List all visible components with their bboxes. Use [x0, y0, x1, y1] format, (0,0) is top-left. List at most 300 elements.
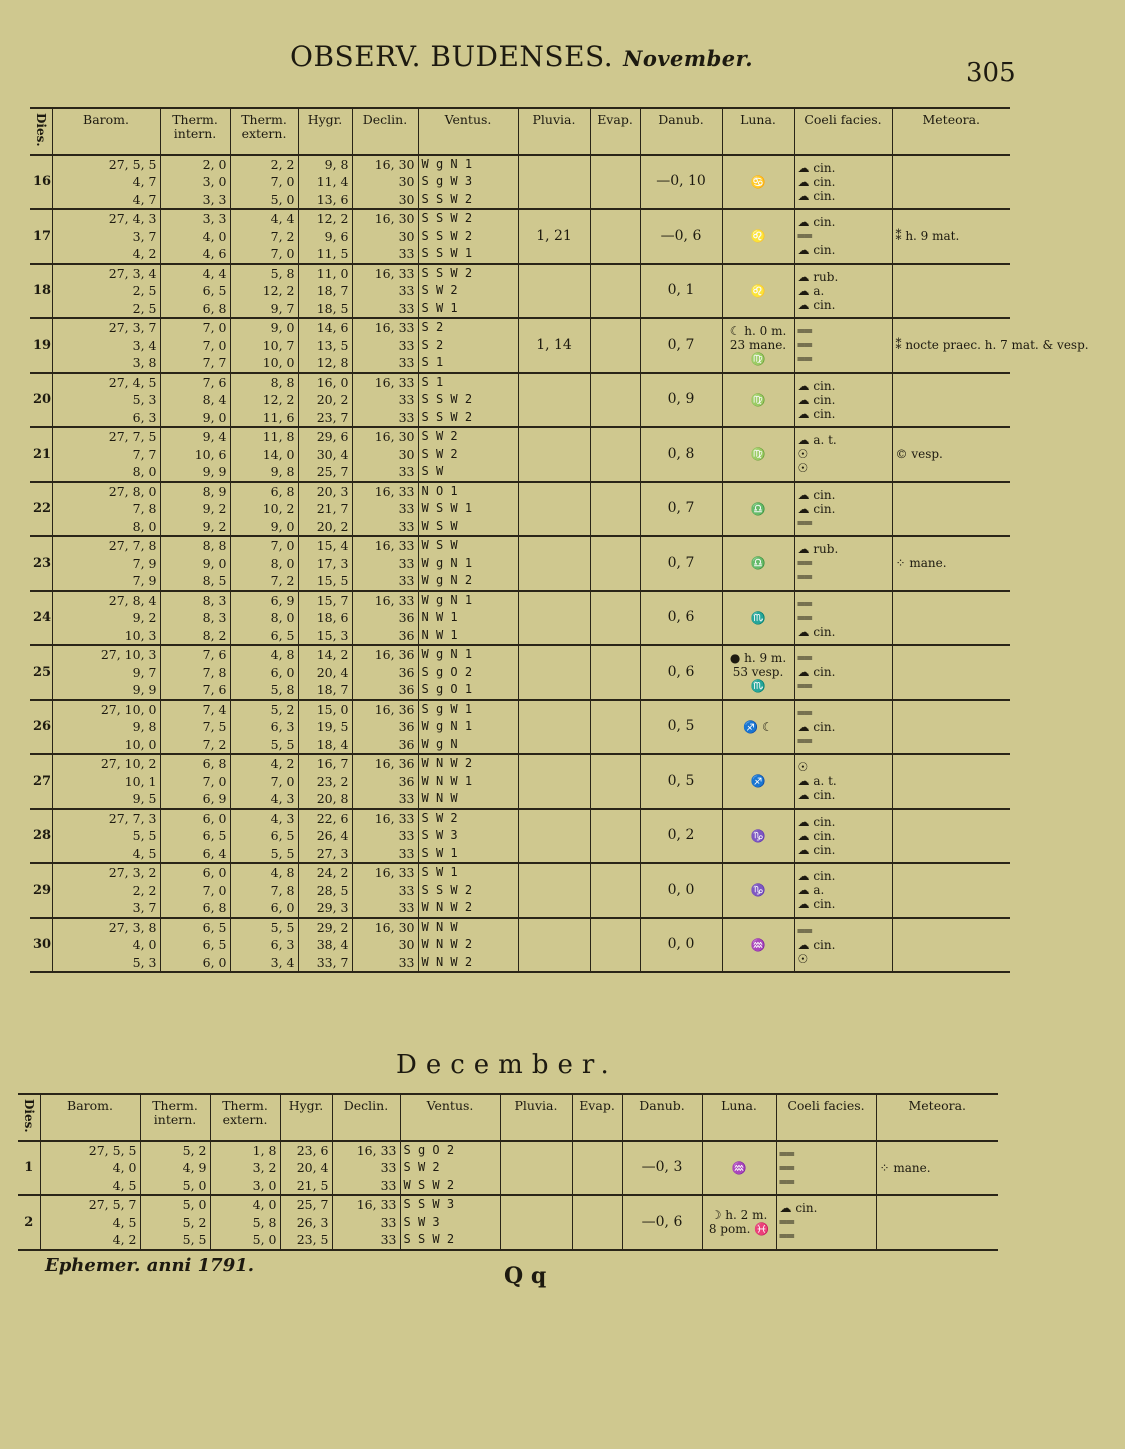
ventus-cell-values [404, 1142, 497, 1195]
declin-cell-values [336, 1196, 397, 1249]
therm-extern-cell-values [234, 537, 295, 590]
barom-cell [52, 373, 160, 428]
title-month: November. [623, 46, 754, 71]
column-header: Therm. intern. [160, 108, 230, 155]
declin-cell-value: 30 [398, 937, 415, 953]
hygr-cell-value: 14, 6 [316, 320, 349, 336]
barom-cell-values [56, 319, 157, 372]
luna-cell: ♍ [722, 427, 794, 482]
evap-cell [590, 264, 640, 319]
luna-cell: ♑ [722, 809, 794, 864]
coeli-cell-value: ☁ cin. [797, 487, 836, 502]
coeli-cell-value: ☁ cin. [797, 174, 836, 189]
declin-cell [352, 809, 418, 864]
therm-extern-cell-value: 6, 0 [270, 664, 295, 680]
coeli-cell-value: ══ [797, 338, 812, 353]
therm-extern-cell [210, 1195, 280, 1250]
hygr-cell [298, 700, 352, 755]
luna-cell: ♏ [722, 591, 794, 646]
declin-cell-values [356, 428, 415, 481]
declin-cell-values [336, 1142, 397, 1195]
barom-cell-values [56, 755, 157, 808]
ventus-cell-values [422, 265, 515, 318]
barom-cell-value: 4, 0 [132, 937, 157, 953]
day-cell: 22 [30, 482, 52, 537]
table-row [30, 809, 1010, 864]
therm-intern-cell [160, 318, 230, 373]
declin-cell-value: 33 [398, 355, 415, 371]
ventus-cell-values [422, 537, 515, 590]
therm-intern-cell [160, 809, 230, 864]
ventus-cell-values [422, 428, 515, 481]
ventus-cell-value: S S W 2 [421, 409, 473, 424]
declin-cell [352, 591, 418, 646]
therm-intern-cell [160, 482, 230, 537]
coeli-cell-values [798, 924, 889, 966]
ventus-cell-value: W N W 2 [421, 900, 473, 915]
hygr-cell-value: 13, 5 [316, 337, 349, 353]
column-header: Evap. [590, 108, 640, 155]
ventus-cell [418, 482, 518, 537]
therm-extern-cell-value: 3, 4 [270, 954, 295, 970]
therm-intern-cell-value: 4, 0 [202, 228, 227, 244]
pluvia-cell [518, 700, 590, 755]
hygr-cell-value: 38, 4 [316, 937, 349, 953]
coeli-cell [794, 373, 892, 428]
ventus-cell-value: W g N 1 [421, 719, 473, 734]
therm-intern-cell-value: 9, 9 [202, 464, 227, 480]
therm-intern-cell-value: 4, 9 [182, 1160, 207, 1176]
ventus-cell-values [404, 1196, 497, 1249]
therm-extern-cell [230, 155, 298, 210]
table-row [30, 373, 1010, 428]
hygr-cell-values [302, 864, 349, 917]
hygr-cell-value: 33, 7 [316, 954, 349, 970]
declin-cell-value: 16, 33 [374, 320, 415, 336]
column-header: Meteora. [876, 1094, 998, 1141]
declin-cell [352, 264, 418, 319]
hygr-cell-value: 11, 5 [316, 246, 349, 262]
therm-intern-cell-value: 5, 0 [182, 1177, 207, 1193]
ventus-cell-value: S W 1 [421, 300, 458, 315]
ventus-cell-value: W S W [421, 518, 458, 533]
pluvia-cell [518, 155, 590, 210]
pluvia-cell [518, 645, 590, 700]
coeli-cell [794, 863, 892, 918]
therm-extern-cell-values [234, 483, 295, 536]
therm-extern-cell-value: 8, 0 [270, 610, 295, 626]
luna-cell: ☽ h. 2 m. 8 pom. ♓ [702, 1195, 776, 1250]
evap-cell [590, 754, 640, 809]
danub-cell: 0, 6 [640, 645, 722, 700]
barom-cell-value: 27, 4, 5 [108, 374, 157, 390]
therm-intern-cell-value: 8, 3 [202, 610, 227, 626]
therm-intern-cell-values [164, 646, 227, 699]
therm-intern-cell-value: 7, 7 [202, 355, 227, 371]
coeli-cell-values [798, 815, 889, 857]
therm-intern-cell-value: 3, 3 [202, 191, 227, 207]
barom-cell-values [56, 265, 157, 318]
therm-intern-cell-values [164, 864, 227, 917]
therm-extern-cell-value: 6, 3 [270, 937, 295, 953]
hygr-cell-value: 21, 5 [296, 1177, 329, 1193]
therm-intern-cell-values [164, 592, 227, 645]
therm-extern-cell-values [234, 428, 295, 481]
therm-extern-cell-value: 9, 7 [270, 300, 295, 316]
barom-cell-value: 9, 7 [132, 664, 157, 680]
evap-cell [590, 482, 640, 537]
danub-cell: 0, 5 [640, 700, 722, 755]
declin-cell-value: 16, 36 [374, 647, 415, 663]
ventus-cell-values [422, 483, 515, 536]
column-header: Barom. [40, 1094, 140, 1141]
pluvia-cell [500, 1195, 572, 1250]
hygr-cell-value: 29, 3 [316, 900, 349, 916]
therm-intern-cell-values [164, 319, 227, 372]
declin-cell-value: 33 [398, 954, 415, 970]
hygr-cell [298, 155, 352, 210]
therm-intern-cell-value: 8, 2 [202, 627, 227, 643]
barom-cell-value: 27, 7, 8 [108, 538, 157, 554]
meteora-cell [892, 754, 1010, 809]
footer-ephemeris: Ephemer. anni 1791. [45, 1255, 255, 1276]
declin-cell [352, 645, 418, 700]
november-body [30, 155, 1089, 973]
therm-extern-cell-value: 7, 0 [270, 538, 295, 554]
therm-intern-cell-value: 8, 5 [202, 573, 227, 589]
declin-cell-value: 33 [398, 409, 415, 425]
column-header [18, 1094, 40, 1141]
column-header: Declin. [352, 108, 418, 155]
ventus-cell [418, 918, 518, 973]
barom-cell-value: 5, 5 [132, 828, 157, 844]
barom-cell [52, 536, 160, 591]
ventus-cell-values [422, 701, 515, 754]
barom-cell [52, 645, 160, 700]
danub-cell: 0, 7 [640, 318, 722, 373]
declin-cell-value: 16, 33 [356, 1142, 397, 1158]
meteora-cell [892, 155, 1010, 210]
declin-cell-value: 33 [398, 555, 415, 571]
therm-extern-cell-value: 5, 2 [270, 701, 295, 717]
meteora-cell [892, 482, 1010, 537]
evap-cell [590, 373, 640, 428]
coeli-cell-value: ══ [779, 1215, 794, 1230]
barom-cell-value: 27, 4, 3 [108, 211, 157, 227]
coeli-cell-value: ☁ a. t. [797, 433, 837, 448]
therm-extern-cell-value: 4, 8 [270, 647, 295, 663]
hygr-cell [298, 536, 352, 591]
barom-cell [52, 863, 160, 918]
therm-intern-cell-value: 7, 5 [202, 719, 227, 735]
hygr-cell [298, 427, 352, 482]
barom-cell-value: 2, 5 [132, 300, 157, 316]
declin-cell-value: 36 [398, 682, 415, 698]
coeli-cell-value: ☁ cin. [797, 842, 836, 857]
coeli-cell [794, 809, 892, 864]
table-row [30, 209, 1010, 264]
hygr-cell [298, 918, 352, 973]
barom-cell-value: 2, 2 [132, 882, 157, 898]
danub-cell: 0, 7 [640, 482, 722, 537]
declin-cell-value: 33 [398, 882, 415, 898]
coeli-cell-value: ☁ cin. [797, 188, 836, 203]
hygr-cell-value: 25, 7 [296, 1197, 329, 1213]
therm-intern-cell-values [164, 428, 227, 481]
ventus-cell-value: W g N [421, 736, 458, 751]
ventus-cell [418, 863, 518, 918]
hygr-cell [298, 482, 352, 537]
hygr-cell-values [302, 701, 349, 754]
ventus-cell-value: S S W 2 [421, 392, 473, 407]
ventus-cell-value: S W 1 [421, 865, 458, 880]
luna-cell: ♌ [722, 264, 794, 319]
therm-extern-cell-value: 7, 8 [270, 882, 295, 898]
barom-cell-value: 10, 3 [124, 627, 157, 643]
hygr-cell-value: 11, 0 [316, 265, 349, 281]
hygr-cell-values [302, 483, 349, 536]
december-table [18, 1093, 998, 1251]
declin-cell-value: 33 [398, 464, 415, 480]
barom-cell [52, 700, 160, 755]
footer-signature: Q q [504, 1263, 547, 1289]
ventus-cell-value: N O 1 [421, 483, 458, 498]
declin-cell-value: 33 [398, 501, 415, 517]
december-body [18, 1141, 998, 1250]
hygr-cell-values [284, 1196, 329, 1249]
declin-cell [352, 373, 418, 428]
hygr-cell-values [302, 428, 349, 481]
hygr-cell-value: 15, 4 [316, 538, 349, 554]
coeli-cell-value: ══ [797, 352, 812, 367]
therm-intern-cell-value: 9, 0 [202, 409, 227, 425]
ventus-cell [418, 155, 518, 210]
hygr-cell-value: 29, 2 [316, 919, 349, 935]
barom-cell [52, 591, 160, 646]
ventus-cell-values [422, 810, 515, 863]
declin-cell-value: 36 [398, 719, 415, 735]
therm-intern-cell-value: 6, 5 [202, 937, 227, 953]
ventus-cell-value: W g N 1 [421, 555, 473, 570]
barom-cell-value: 3, 8 [132, 355, 157, 371]
column-header: Danub. [622, 1094, 702, 1141]
declin-cell-value: 33 [398, 518, 415, 534]
hygr-cell [298, 373, 352, 428]
declin-cell-values [356, 210, 415, 263]
ventus-cell-value: S W 1 [421, 845, 458, 860]
table-row [18, 1195, 998, 1250]
barom-cell-value: 27, 3, 7 [108, 320, 157, 336]
table-row [30, 155, 1010, 210]
coeli-cell-value: ☉ [797, 951, 809, 966]
ventus-cell-value: S g W 1 [421, 701, 473, 716]
coeli-cell [794, 754, 892, 809]
therm-extern-cell-values [234, 156, 295, 209]
declin-cell-values [356, 537, 415, 590]
hygr-cell-values [302, 755, 349, 808]
therm-intern-cell-values [164, 919, 227, 972]
barom-cell-value: 3, 7 [132, 228, 157, 244]
evap-cell [590, 427, 640, 482]
coeli-cell-value: ══ [779, 1146, 794, 1161]
therm-intern-cell-values [164, 537, 227, 590]
coeli-cell-value: ☁ cin. [797, 814, 836, 829]
therm-intern-cell [160, 536, 230, 591]
column-header [30, 108, 52, 155]
barom-cell-value: 2, 5 [132, 283, 157, 299]
column-header: Coeli facies. [794, 108, 892, 155]
therm-extern-cell-value: 7, 0 [270, 174, 295, 190]
meteora-cell: © vesp. [892, 427, 1010, 482]
coeli-cell-value: ══ [797, 596, 812, 611]
therm-extern-cell-values [234, 864, 295, 917]
hygr-cell-values [302, 374, 349, 427]
declin-cell-values [356, 646, 415, 699]
therm-extern-cell-values [214, 1196, 277, 1249]
barom-cell-values [56, 646, 157, 699]
hygr-cell-value: 20, 4 [316, 664, 349, 680]
hygr-cell-value: 9, 6 [324, 228, 349, 244]
declin-cell-values [356, 592, 415, 645]
hygr-cell-value: 28, 5 [316, 882, 349, 898]
coeli-cell-values [798, 215, 889, 257]
november-table [30, 107, 1089, 973]
barom-cell-value: 27, 10, 3 [100, 647, 157, 663]
ventus-cell [418, 591, 518, 646]
declin-cell [352, 863, 418, 918]
meteora-cell [892, 373, 1010, 428]
declin-cell-value: 36 [398, 610, 415, 626]
evap-cell [590, 209, 640, 264]
hygr-cell-value: 18, 7 [316, 682, 349, 698]
coeli-cell-value: ☁ cin. [797, 297, 836, 312]
ventus-cell-value: N W 1 [421, 610, 458, 625]
column-header: Luna. [722, 108, 794, 155]
table-row [30, 264, 1010, 319]
coeli-cell-value: ☁ cin. [797, 897, 836, 912]
evap-cell [572, 1141, 622, 1196]
pluvia-cell [518, 863, 590, 918]
december-header [18, 1094, 998, 1141]
therm-intern-cell-value: 7, 8 [202, 664, 227, 680]
hygr-cell-value: 25, 7 [316, 464, 349, 480]
table-row [30, 645, 1010, 700]
declin-cell-value: 16, 33 [374, 810, 415, 826]
meteora-cell: ⁑ nocte praec. h. 7 mat. & vesp. [892, 318, 1010, 373]
therm-intern-cell-values [164, 701, 227, 754]
barom-cell-value: 27, 10, 2 [100, 756, 157, 772]
therm-extern-cell-value: 4, 8 [270, 865, 295, 881]
danub-cell: 0, 6 [640, 591, 722, 646]
ventus-cell-value: W N W [421, 919, 458, 934]
therm-intern-cell [160, 918, 230, 973]
table-row [30, 536, 1010, 591]
barom-cell-value: 27, 7, 3 [108, 810, 157, 826]
barom-cell-value: 4, 5 [132, 845, 157, 861]
coeli-cell-value: ☁ rub. [797, 542, 839, 557]
ventus-cell-value: S 2 [421, 337, 444, 352]
barom-cell-value: 27, 7, 5 [108, 429, 157, 445]
barom-cell [52, 264, 160, 319]
coeli-cell-value: ☉ [797, 760, 809, 775]
therm-extern-cell-value: 5, 8 [270, 265, 295, 281]
hygr-cell-value: 26, 4 [316, 828, 349, 844]
therm-extern-cell-value: 5, 5 [270, 845, 295, 861]
therm-intern-cell-value: 7, 6 [202, 647, 227, 663]
hygr-cell-value: 16, 7 [316, 756, 349, 772]
barom-cell-value: 4, 2 [112, 1232, 137, 1248]
day-cell: 30 [30, 918, 52, 973]
therm-intern-cell-value: 7, 6 [202, 682, 227, 698]
declin-cell [352, 700, 418, 755]
day-cell: 20 [30, 373, 52, 428]
december-title: December. [396, 1050, 618, 1080]
declin-cell-value: 16, 36 [374, 701, 415, 717]
barom-cell-value: 4, 2 [132, 246, 157, 262]
coeli-cell-value: ══ [797, 651, 812, 666]
therm-extern-cell-value: 7, 2 [270, 228, 295, 244]
declin-cell-value: 33 [398, 845, 415, 861]
ventus-cell-value: S S W 3 [403, 1197, 455, 1212]
barom-cell-value: 27, 5, 5 [88, 1142, 137, 1158]
declin-cell-values [356, 864, 415, 917]
ventus-cell-value: W S W 2 [403, 1177, 455, 1192]
day-cell: 29 [30, 863, 52, 918]
therm-extern-cell-value: 5, 0 [252, 1232, 277, 1248]
declin-cell-value: 36 [398, 627, 415, 643]
hygr-cell-values [302, 919, 349, 972]
luna-cell: ♎ [722, 536, 794, 591]
meteora-cell [892, 809, 1010, 864]
declin-cell-value: 36 [398, 664, 415, 680]
hygr-cell-value: 20, 4 [296, 1160, 329, 1176]
therm-extern-cell-value: 7, 0 [270, 773, 295, 789]
barom-cell-value: 4, 7 [132, 174, 157, 190]
coeli-cell [794, 700, 892, 755]
coeli-cell [794, 645, 892, 700]
meteora-cell [892, 918, 1010, 973]
column-header: Ventus. [418, 108, 518, 155]
ventus-cell-value: S S W 2 [421, 882, 473, 897]
barom-cell-values [56, 537, 157, 590]
column-header: Therm. extern. [210, 1094, 280, 1141]
therm-extern-cell [210, 1141, 280, 1196]
therm-extern-cell-value: 11, 6 [262, 409, 295, 425]
therm-intern-cell-value: 8, 4 [202, 392, 227, 408]
meteora-cell: ⁘ mane. [876, 1141, 998, 1196]
declin-cell [352, 482, 418, 537]
luna-cell: ● h. 9 m. 53 vesp. ♏ [722, 645, 794, 700]
column-header: Pluvia. [518, 108, 590, 155]
hygr-cell-values [284, 1142, 329, 1195]
barom-cell-value: 9, 9 [132, 682, 157, 698]
barom-cell [52, 754, 160, 809]
coeli-cell-value: ══ [797, 610, 812, 625]
therm-extern-cell [230, 918, 298, 973]
ventus-cell [418, 209, 518, 264]
danub-cell: —0, 3 [622, 1141, 702, 1196]
hygr-cell-value: 17, 3 [316, 555, 349, 571]
coeli-cell-value: ☁ a. t. [797, 774, 837, 789]
declin-cell-value: 16, 33 [374, 538, 415, 554]
therm-intern-cell [160, 700, 230, 755]
ventus-cell-values [422, 374, 515, 427]
therm-extern-cell-value: 4, 0 [252, 1197, 277, 1213]
barom-cell [40, 1195, 140, 1250]
ventus-cell-value: S W 3 [421, 828, 458, 843]
column-header: Luna. [702, 1094, 776, 1141]
coeli-cell-value: ☉ [797, 461, 809, 476]
